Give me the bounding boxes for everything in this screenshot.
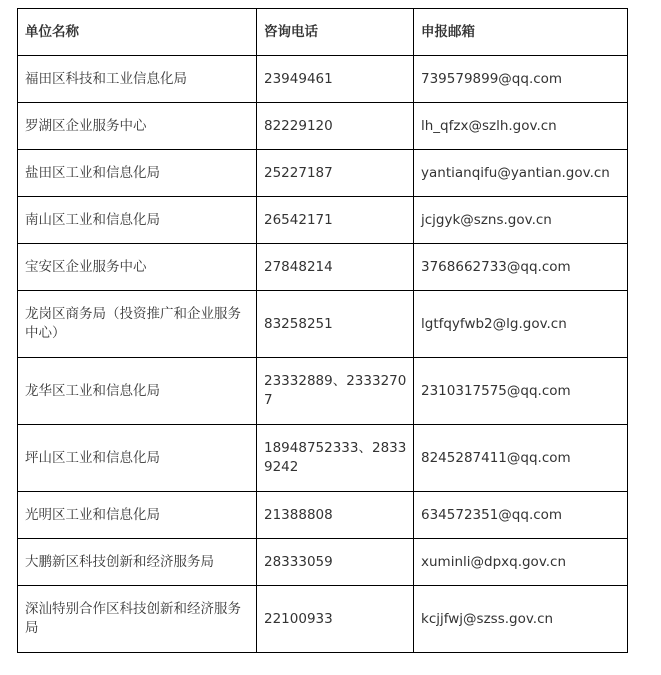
table-row	[18, 425, 628, 492]
phone-cell: 25227187	[257, 150, 414, 197]
email-cell: 8245287411@qq.com	[414, 425, 628, 492]
contact-table-container	[17, 8, 627, 653]
table-row	[18, 103, 628, 150]
email-cell: yantianqifu@yantian.gov.cn	[414, 150, 628, 197]
unit-name-cell: 光明区工业和信息化局	[18, 492, 257, 539]
unit-name-cell: 罗湖区企业服务中心	[18, 103, 257, 150]
unit-name-cell: 龙岗区商务局（投资推广和企业服务中心）	[18, 291, 257, 358]
table-row	[18, 150, 628, 197]
email-cell: 2310317575@qq.com	[414, 358, 628, 425]
phone-cell: 23332889、23332707	[257, 358, 414, 425]
email-cell: 3768662733@qq.com	[414, 244, 628, 291]
table-row	[18, 539, 628, 586]
unit-name-cell: 坪山区工业和信息化局	[18, 425, 257, 492]
email-cell: 634572351@qq.com	[414, 492, 628, 539]
table-row	[18, 358, 628, 425]
unit-name-cell: 宝安区企业服务中心	[18, 244, 257, 291]
email-cell: kcjjfwj@szss.gov.cn	[414, 586, 628, 653]
phone-cell: 22100933	[257, 586, 414, 653]
email-cell: lh_qfzx@szlh.gov.cn	[414, 103, 628, 150]
unit-name-cell: 大鹏新区科技创新和经济服务局	[18, 539, 257, 586]
table-row	[18, 197, 628, 244]
email-cell: 739579899@qq.com	[414, 56, 628, 103]
contact-table	[17, 8, 628, 653]
table-header-row	[18, 9, 628, 56]
header-email: 申报邮箱	[414, 9, 628, 56]
phone-cell: 23949461	[257, 56, 414, 103]
email-cell: xuminli@dpxq.gov.cn	[414, 539, 628, 586]
unit-name-cell: 龙华区工业和信息化局	[18, 358, 257, 425]
table-row	[18, 492, 628, 539]
header-phone: 咨询电话	[257, 9, 414, 56]
phone-cell: 28333059	[257, 539, 414, 586]
phone-cell: 27848214	[257, 244, 414, 291]
table-row	[18, 586, 628, 653]
phone-cell: 21388808	[257, 492, 414, 539]
unit-name-cell: 福田区科技和工业信息化局	[18, 56, 257, 103]
phone-cell: 18948752333、28339242	[257, 425, 414, 492]
email-cell: jcjgyk@szns.gov.cn	[414, 197, 628, 244]
unit-name-cell: 深汕特别合作区科技创新和经济服务局	[18, 586, 257, 653]
table-row	[18, 244, 628, 291]
unit-name-cell: 南山区工业和信息化局	[18, 197, 257, 244]
phone-cell: 82229120	[257, 103, 414, 150]
email-cell: lgtfqyfwb2@lg.gov.cn	[414, 291, 628, 358]
header-unit-name: 单位名称	[18, 9, 257, 56]
phone-cell: 26542171	[257, 197, 414, 244]
phone-cell: 83258251	[257, 291, 414, 358]
unit-name-cell: 盐田区工业和信息化局	[18, 150, 257, 197]
table-row	[18, 56, 628, 103]
table-row	[18, 291, 628, 358]
